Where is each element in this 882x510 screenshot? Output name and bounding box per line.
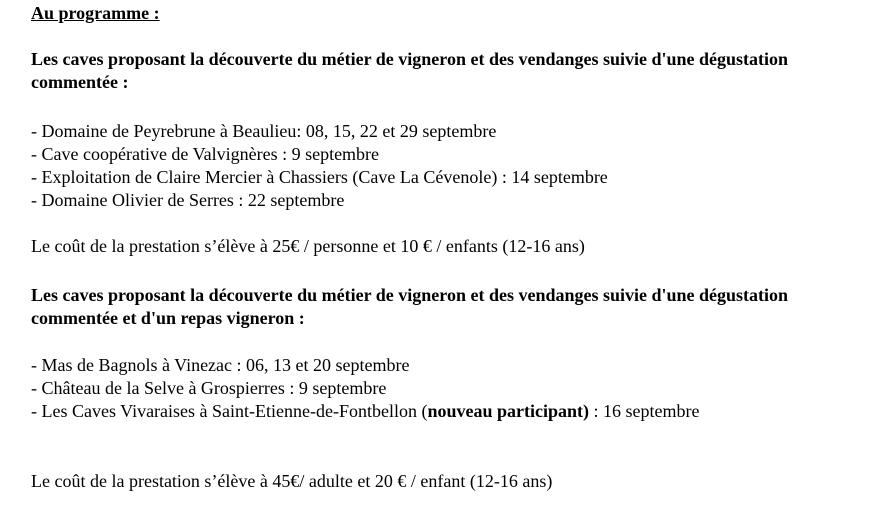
document [31,2,871,493]
list-item [31,400,871,423]
list-item: - Exploitation de Claire Mercier à Chassiers (Cave La Cévenole) : 14 septembre [31,167,608,187]
section-1-list [31,120,871,212]
section-2-price: Le coût de la prestation s’élève à 45€/ adulte et 20 € / enfant (12-16 ans) [31,471,553,491]
spacer [31,330,871,354]
list-item: - Domaine de Peyrebrune à Beaulieu: 08, 15, 22 et 29 septembre [31,121,497,141]
list-item: - Domaine Olivier de Serres : 22 septembre [31,190,345,210]
list-item: - Mas de Bagnols à Vinezac : 06, 13 et 20 septembre [31,355,410,375]
spacer [31,94,871,120]
new-participant-label: nouveau participant) [427,401,590,421]
list-item: - Cave coopérative de Valvignères : 9 septembre [31,144,380,164]
page-heading: Au programme : [31,3,160,23]
spacer [31,258,871,284]
list-item: - Château de la Selve à Grospierres : 9 septembre [31,378,387,398]
list-item-date: : 16 septembre [589,401,700,421]
section-1-price: Le coût de la prestation s’élève à 25€ / personne et 10 € / enfants (12-16 ans) [31,236,585,256]
spacer [31,25,871,48]
section-2-list [31,354,871,423]
section-1-title: Les caves proposant la découverte du métier de vigneron et des vendanges suivie d'une dégustation commentée : [31,49,789,92]
spacer [31,423,871,470]
list-item-text: - Les Caves Vivaraises à Saint-Etienne-de-Fontbellon ( [31,401,428,421]
spacer [31,212,871,235]
section-2-title: Les caves proposant la découverte du métier de vigneron et des vendanges suivie d'une dégustation commentée et d'un repas vigneron : [31,285,789,328]
